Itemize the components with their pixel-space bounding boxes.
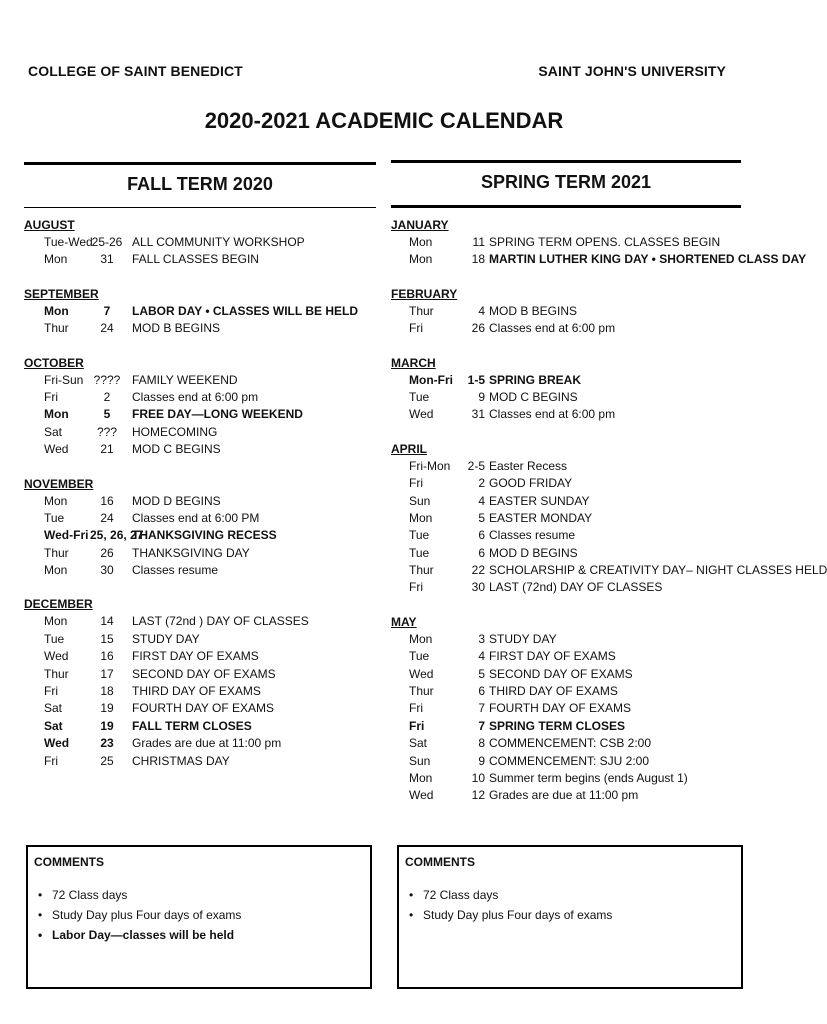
row-date: 4 <box>478 493 485 508</box>
row-date: 31 <box>471 407 485 422</box>
row-date: 2 <box>478 476 485 491</box>
row-date: 5 <box>478 666 485 681</box>
calendar-row <box>24 613 376 630</box>
fall-term-column <box>24 162 376 770</box>
fall-term-title: FALL TERM 2020 <box>127 174 273 194</box>
month-heading: APRIL <box>391 441 427 456</box>
row-day: Fri-Sun <box>44 372 84 387</box>
row-day: Wed <box>409 407 434 422</box>
row-day: Fri-Mon <box>409 458 451 473</box>
month-heading: MARCH <box>391 355 436 370</box>
row-event: Classes resume <box>132 563 219 578</box>
row-day: Fri <box>409 701 423 716</box>
calendar-row <box>24 320 376 337</box>
row-day: Wed <box>44 736 70 751</box>
row-day: Fri <box>44 684 58 699</box>
row-date: 17 <box>100 666 114 681</box>
row-event: MOD C BEGINS <box>489 389 578 404</box>
row-day: Sat <box>44 718 63 733</box>
calendar-row <box>391 406 741 423</box>
row-event: CHRISTMAS DAY <box>132 753 230 768</box>
row-event: Grades are due at 11:00 pm <box>132 736 282 751</box>
calendar-row <box>391 320 741 337</box>
row-date: 6 <box>478 528 485 543</box>
row-date: 24 <box>100 510 114 525</box>
row-event: Classes end at 6:00 pm <box>489 407 616 422</box>
calendar-row <box>24 718 376 735</box>
row-day: Mon-Fri <box>409 372 453 387</box>
row-date: 24 <box>100 321 114 336</box>
row-day: Sat <box>409 736 428 751</box>
row-date: 6 <box>478 684 485 699</box>
calendar-row <box>24 666 376 683</box>
row-date: 31 <box>100 252 114 267</box>
row-date: 4 <box>478 649 485 664</box>
row-event: FOURTH DAY OF EXAMS <box>489 701 632 716</box>
row-date: 25 <box>100 753 114 768</box>
row-day: Thur <box>409 563 434 578</box>
row-day: Tue <box>44 631 65 646</box>
row-date: 9 <box>478 389 485 404</box>
row-date: 5 <box>103 407 111 422</box>
row-date: 15 <box>100 631 114 646</box>
row-event: STUDY DAY <box>132 631 200 646</box>
calendar-row <box>24 545 376 562</box>
row-day: Fri <box>44 389 58 404</box>
row-day: Fri <box>409 476 423 491</box>
row-date: 19 <box>100 701 114 716</box>
row-event: SCHOLARSHIP & CREATIVITY DAY– NIGHT CLASSES HELD <box>489 563 827 578</box>
fall-comments-box <box>26 845 372 989</box>
fall-comments-title: COMMENTS <box>34 855 104 869</box>
row-day: Tue <box>409 545 430 560</box>
row-event: HOMECOMING <box>132 424 218 439</box>
row-date: 18 <box>471 252 485 267</box>
row-event: Summer term begins (ends August 1) <box>489 770 688 785</box>
row-day: Mon <box>44 563 68 578</box>
calendar-row <box>391 510 741 527</box>
calendar-row <box>391 683 741 700</box>
row-date: 30 <box>471 580 485 595</box>
calendar-row <box>24 251 376 268</box>
spring-term-schedule <box>391 208 827 805</box>
row-event: MOD D BEGINS <box>489 545 578 560</box>
row-event: SECOND DAY OF EXAMS <box>489 666 633 681</box>
calendar-row <box>391 666 741 683</box>
calendar-row <box>24 234 376 251</box>
calendar-row <box>391 475 741 492</box>
row-event: SPRING BREAK <box>489 372 582 387</box>
row-day: Fri <box>44 753 58 768</box>
comment-item: • Study Day plus Four days of exams <box>34 905 241 925</box>
row-day: Tue <box>409 389 430 404</box>
calendar-row <box>24 510 376 527</box>
month-heading: SEPTEMBER <box>24 286 99 301</box>
row-event: MARTIN LUTHER KING DAY • SHORTENED CLASS DAY <box>489 252 807 267</box>
row-day: Mon <box>44 407 69 422</box>
calendar-row <box>391 753 741 770</box>
calendar-row <box>24 493 376 510</box>
row-event: COMMENCEMENT: CSB 2:00 <box>489 736 652 751</box>
calendar-row <box>24 700 376 717</box>
row-date: 11 <box>472 235 485 249</box>
row-event: THANKSGIVING RECESS <box>132 528 277 543</box>
row-day: Thur <box>409 303 434 318</box>
row-event: SPRING TERM OPENS. CLASSES BEGIN <box>489 235 721 249</box>
row-day: Thur <box>409 684 434 699</box>
row-event: THIRD DAY OF EXAMS <box>132 684 261 699</box>
row-day: Tue-Wed <box>44 235 93 249</box>
spring-term-title: SPRING TERM 2021 <box>480 172 652 192</box>
row-event: MOD D BEGINS <box>132 493 221 508</box>
row-date: 7 <box>478 701 485 716</box>
row-event: EASTER MONDAY <box>489 510 593 525</box>
row-date: 16 <box>100 649 114 664</box>
row-event: MOD C BEGINS <box>132 442 221 457</box>
calendar-row <box>24 527 376 544</box>
comment-item: • 72 Class days <box>405 885 612 905</box>
row-date: ???? <box>93 372 121 387</box>
month-heading: MAY <box>391 614 417 629</box>
row-day: Mon <box>44 252 68 267</box>
calendar-row <box>391 527 741 544</box>
row-date: 4 <box>478 303 485 318</box>
row-date: 6 <box>478 545 485 560</box>
row-event: LABOR DAY • CLASSES WILL BE HELD <box>132 303 359 318</box>
row-date: 9 <box>478 753 485 768</box>
row-day: Fri <box>409 580 423 595</box>
calendar-row <box>24 735 376 752</box>
row-event: SPRING TERM CLOSES <box>489 718 626 733</box>
row-day: Mon <box>409 235 433 249</box>
row-event: FAMILY WEEKEND <box>132 372 238 387</box>
calendar-row <box>391 735 741 752</box>
row-date: 22 <box>471 563 485 578</box>
row-date: 18 <box>100 684 114 699</box>
month-heading: DECEMBER <box>24 597 93 612</box>
row-day: Thur <box>44 545 69 560</box>
row-event: Classes end at 6:00 pm <box>132 389 259 404</box>
row-event: LAST (72nd) DAY OF CLASSES <box>489 580 663 595</box>
row-event: Classes resume <box>489 528 576 543</box>
row-date: 25-26 <box>91 235 123 249</box>
calendar-row <box>391 700 741 717</box>
spring-term-header <box>391 160 741 208</box>
row-day: Mon <box>409 770 433 785</box>
row-day: Sun <box>409 753 431 768</box>
calendar-row <box>24 562 376 579</box>
row-event: MOD B BEGINS <box>489 303 578 318</box>
row-date: 5 <box>478 510 485 525</box>
row-day: Sat <box>44 701 63 716</box>
calendar-row <box>24 424 376 441</box>
calendar-row <box>24 303 376 320</box>
calendar-row <box>391 389 741 406</box>
row-date: 26 <box>471 321 485 336</box>
row-day: Thur <box>44 666 69 681</box>
row-date: 10 <box>471 770 485 785</box>
row-day: Fri <box>409 321 423 336</box>
row-event: MOD B BEGINS <box>132 321 221 336</box>
row-day: Mon <box>409 252 433 267</box>
row-day: Mon <box>409 510 433 525</box>
comment-item: • Labor Day—classes will be held <box>34 925 241 945</box>
row-day: Mon <box>44 303 69 318</box>
month-heading: JANUARY <box>391 218 449 232</box>
row-date: 23 <box>100 736 114 751</box>
calendar-row <box>24 372 376 389</box>
row-date: 2-5 <box>467 458 485 473</box>
calendar-row <box>391 493 741 510</box>
fall-term-schedule <box>24 208 376 770</box>
month-heading: OCTOBER <box>24 355 84 370</box>
calendar-row <box>391 631 741 648</box>
row-date: 21 <box>100 442 114 457</box>
row-event: EASTER SUNDAY <box>489 493 590 508</box>
calendar-row <box>391 372 741 389</box>
row-day: Wed <box>409 666 434 681</box>
calendar-row <box>24 406 376 423</box>
calendar-row <box>391 718 741 735</box>
row-date: 30 <box>100 563 114 578</box>
row-event: Grades are due at 11:00 pm <box>489 788 639 803</box>
row-date: ??? <box>96 424 118 439</box>
calendar-row <box>24 683 376 700</box>
row-day: Tue <box>409 649 430 664</box>
calendar-row <box>391 545 741 562</box>
row-date: 7 <box>478 718 485 733</box>
row-event: SECOND DAY OF EXAMS <box>132 666 276 681</box>
calendar-row <box>391 562 827 579</box>
row-day: Sat <box>44 424 63 439</box>
row-event: FOURTH DAY OF EXAMS <box>132 701 275 716</box>
row-event: THANKSGIVING DAY <box>132 545 250 560</box>
spring-term-column <box>391 160 827 805</box>
row-event: FIRST DAY OF EXAMS <box>132 649 259 664</box>
calendar-row <box>391 787 741 804</box>
row-day: Sun <box>409 493 431 508</box>
fall-term-header <box>24 162 376 208</box>
month-heading: FEBRUARY <box>391 286 458 301</box>
row-date: 2 <box>103 389 111 404</box>
row-date: 25, 26, 27 <box>90 528 144 543</box>
row-event: FALL TERM CLOSES <box>132 718 252 733</box>
row-day: Tue <box>409 528 430 543</box>
spring-comments-box <box>397 845 743 989</box>
row-event: FALL CLASSES BEGIN <box>132 252 259 267</box>
row-day: Mon <box>409 631 433 646</box>
row-event: ALL COMMUNITY WORKSHOP <box>132 235 305 249</box>
row-day: Mon <box>44 614 68 629</box>
row-date: 26 <box>100 545 114 560</box>
row-date: 12 <box>471 788 485 803</box>
row-day: Mon <box>44 493 68 508</box>
fall-comments-list <box>34 885 241 945</box>
row-date: 16 <box>100 493 114 508</box>
calendar-row <box>391 303 741 320</box>
row-event: THIRD DAY OF EXAMS <box>489 684 618 699</box>
calendar-row <box>391 251 807 268</box>
page-title: 2020-2021 ACADEMIC CALENDAR <box>204 108 564 133</box>
row-event: Classes end at 6:00 PM <box>132 510 260 525</box>
month-heading: NOVEMBER <box>24 476 94 491</box>
row-day: Wed <box>44 442 69 457</box>
row-date: 8 <box>478 736 485 751</box>
row-event: STUDY DAY <box>489 631 557 646</box>
spring-comments-list <box>405 885 612 925</box>
row-day: Wed-Fri <box>44 528 89 543</box>
spring-comments-title: COMMENTS <box>405 855 475 869</box>
row-date: 3 <box>478 631 485 646</box>
row-event: COMMENCEMENT: SJU 2:00 <box>489 753 650 768</box>
row-day: Fri <box>409 718 425 733</box>
comment-item: • Study Day plus Four days of exams <box>405 905 612 925</box>
row-day: Wed <box>44 649 69 664</box>
row-event: Easter Recess <box>489 458 568 473</box>
calendar-row <box>24 753 376 770</box>
row-date: 19 <box>100 718 114 733</box>
calendar-row <box>391 770 741 787</box>
calendar-row <box>24 389 376 406</box>
college-name: COLLEGE OF SAINT BENEDICT <box>28 63 243 79</box>
calendar-row <box>391 458 741 475</box>
month-heading: AUGUST <box>24 218 75 232</box>
row-date: 1-5 <box>467 372 485 387</box>
row-event: FIRST DAY OF EXAMS <box>489 649 616 664</box>
comment-item: • 72 Class days <box>34 885 241 905</box>
row-event: Classes end at 6:00 pm <box>489 321 616 336</box>
calendar-row <box>391 234 741 251</box>
university-name: SAINT JOHN'S UNIVERSITY <box>538 63 726 79</box>
calendar-row <box>24 631 376 648</box>
calendar-row <box>391 648 741 665</box>
calendar-row <box>391 579 741 596</box>
row-event: FREE DAY—LONG WEEKEND <box>132 407 303 422</box>
calendar-row <box>24 648 376 665</box>
row-day: Wed <box>409 788 434 803</box>
row-day: Tue <box>44 510 65 525</box>
row-event: LAST (72nd ) DAY OF CLASSES <box>132 614 309 629</box>
row-date: 14 <box>100 614 114 629</box>
row-date: 7 <box>103 303 111 318</box>
calendar-row <box>24 441 376 458</box>
row-event: GOOD FRIDAY <box>489 476 573 491</box>
row-day: Thur <box>44 321 69 336</box>
